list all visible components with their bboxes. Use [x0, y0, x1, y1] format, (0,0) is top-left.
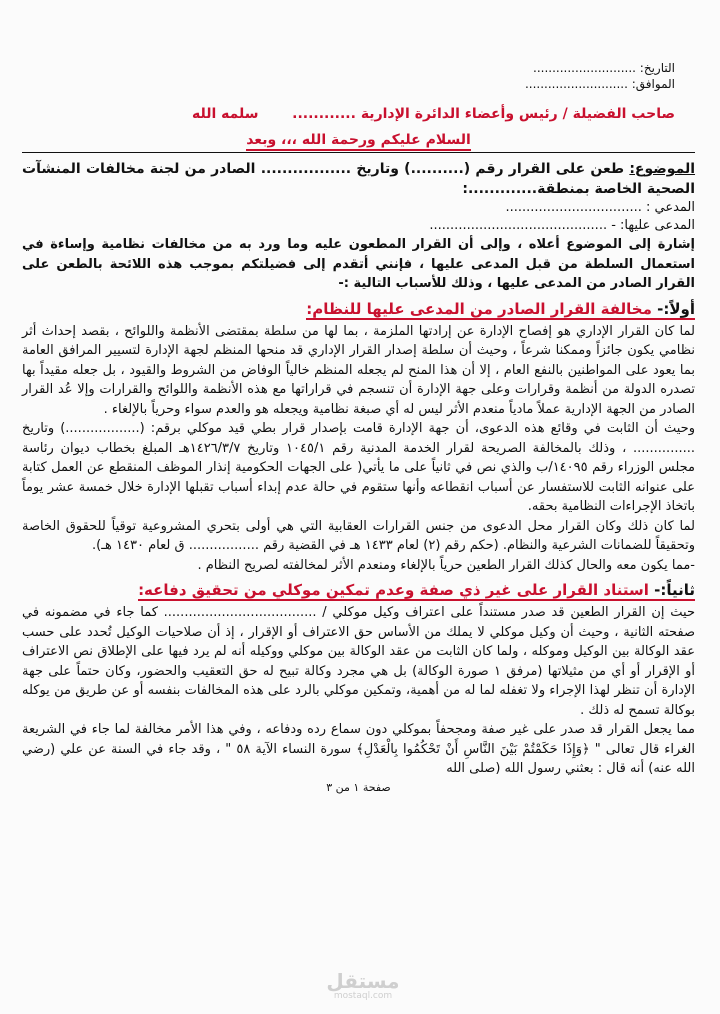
date-line: التاريخ: ........................... — [533, 61, 675, 75]
section1-paragraph: وحيث أن الثابت في وقائع هذه الدعوى، أن جهة الإدارة قامت بإصدار قرار بطي قيد موكلي برقم: (..................) وتاريخ ............... ، وذلك بالمخالفة الصريحة لقرار الخدمة المدنية رقم ١٠٤٥/١ وتاريخ ١٤٢٦/٣/٧هـ المبلغ بخطاب ديوان رئاسة مجلس الوزراء رقم ١٤٠٩٥/ب والذي نص في ثانياً على ما يأتي( على الجهات الحكومية إنذار الموظف المنقطع عن العمل كتابة على عنوانه الثابت للاستفسار عن أسباب انقطاعه وأنها ستقوم في حالة عدم إبداء أسباب تقبلها الإدارة خلال خمسة عشر يوماً باتخاذ الإجراءات النظامية بحقه. — [22, 421, 695, 514]
intro-paragraph: إشارة إلى الموضوع أعلاه ، وإلى أن القرار المطعون عليه وما ورد به من مخالفات نظامية وإساءة في استعمال السلطة من قبل المدعى عليها ، فإنني أتقدم إلى فضيلتكم بموجب هذه اللائحة بالطعن على القرار الصادر من المدعى عليها ، وذلك للأسباب التالية :- — [22, 237, 695, 291]
section1-paragraph: -مما يكون معه والحال كذلك القرار الطعين حرياً بالإلغاء ومنعدم الأثر لمخالفته لصريح النظام . — [197, 557, 695, 573]
addressee-line — [22, 106, 695, 122]
watermark-site: mostaql.com — [333, 991, 393, 1001]
addressee-blessing: سلمه الله — [192, 106, 259, 122]
section1-heading — [22, 300, 695, 318]
date-block — [22, 60, 675, 92]
section2-paragraph: حيث إن القرار الطعين قد صدر مستنداً على اعتراف وكيل موكلي / ..................................... كما جاء في مضمونه في صفحته الثانية ، وحيث أن وكيل موكلي لا يملك من الأساس حق الاعتراف أو الإقرار ، إذ أن صلاحيات الوكيل تُحدد على حسب عقد الوكالة بين الوكيل وموكله ، ولما كان الثابت من عقد الوكالة بين موكلي ووكيله أنه لم يرد فيها على الإطلاق نص الاعتراف أو الإقرار أو أي من مثيلاتها (مرفق ١ صورة الوكالة) بل هي مجرد وكالة تبيح له حق التعقيب والحضور، وكان حتماً على جهة الإدارة أن تنظر لهذا الإجراء ولا تغفله لما له من أهمية، وتمكين موكلي بالرد على هذه المخالفات بنفسه أو عن طريق من يوكله بوكالة تسمح له ذلك . — [22, 605, 695, 718]
section1-paragraph: لما كان ذلك وكان القرار محل الدعوى من جنس القرارات العقابية التي هي أولى بتحري المشروعية توقياً للحقوق الخاصة وتحقيقاً للضمانات الشرعية والنظام. (حكم رقم (٢) لعام ١٤٣٣ هـ في القضية رقم ................. ق لعام ١٤٣٠ هـ). — [22, 518, 695, 553]
addressee: صاحب الفضيلة / رئيس وأعضاء الدائرة الإدارية ............ — [292, 106, 675, 122]
subject-label: الموضوع: — [629, 161, 696, 177]
section1-number: أولاً:- — [657, 299, 695, 318]
section2-paragraph: مما يجعل القرار قد صدر على غير صفة ومجحفاً بموكلي دون سماع رده ودفاعه ، وفي هذا الأمر مخالفة لما جاء في الشريعة الغراء قال تعالى " ﴿وَإِذَا حَكَمْتُمْ بَيْنَ النَّاسِ أَنْ تَحْكُمُوا بِالْعَدْلِ﴾ سورة النساء الآية ٥٨ " ، وقد جاء في السنة عن علي (رضي الله عنه) أنه قال : بعثني رسول الله (صلى الله — [22, 722, 695, 776]
greeting — [22, 132, 695, 148]
watermark — [318, 971, 408, 1002]
page-number: صفحة ١ من ٣ — [326, 780, 391, 794]
section2-number: ثانياً:- — [654, 581, 695, 599]
greeting-text: السلام عليكم ورحمة الله ،،، وبعد — [246, 132, 471, 151]
plaintiff-line: المدعي : ................................. — [505, 200, 695, 215]
watermark-logo: مستقل — [326, 969, 400, 993]
subject-block — [22, 159, 695, 199]
section2-heading — [22, 581, 695, 599]
section1-title: مخالفة القرار الصادر من المدعى عليها للنظام: — [306, 299, 652, 318]
section2-title: استناد القرار على غير ذي صفة وعدم تمكين موكلي من تحقيق دفاعه: — [138, 581, 649, 599]
defendant-line: المدعى عليها: - ........................................... — [429, 218, 695, 233]
section1-paragraph: لما كان القرار الإداري هو إفصاح الإدارة عن إرادتها الملزمة ، بما لها من سلطة بمقتضى الأنظمة واللوائح ، بقصد إحداث أثر نظامي يكون جائزاً وممكنا شرعاً ، وحيث أن سلطة إصدار القرار الإداري قد منحها المنظم لجهة الإدارة لتسيير المرافق العامة بما يعود على المواطنين بالنفع العام ، إلا أن هذا المنح لم يجعله المنظم خالياً الوفاض من الشروط والقيود ، بل جعله مقيداً بها تصدره الدولة من أنظمة وقرارات وعلى جهة الإدارة أن تنسجم في قراراتها مع هذه الأنظمة واللوائح والقرارات وإلا عُد القرار الصادر من الجهة الإدارية عملاً مادياً منعدم الأثر ليس له أي صبغة نظامية ويجعله هو والعدم سواء وحرياً بالإلغاء . — [22, 323, 695, 417]
divider — [22, 152, 695, 153]
agreed-date-line: الموافق: ........................... — [524, 77, 675, 91]
subject-text: طعن على القرار رقم (..........) وتاريخ ................. الصادر من لجنة مخالفات المنشآت الصحية الخاصة بمنطقة.............: — [22, 161, 695, 197]
